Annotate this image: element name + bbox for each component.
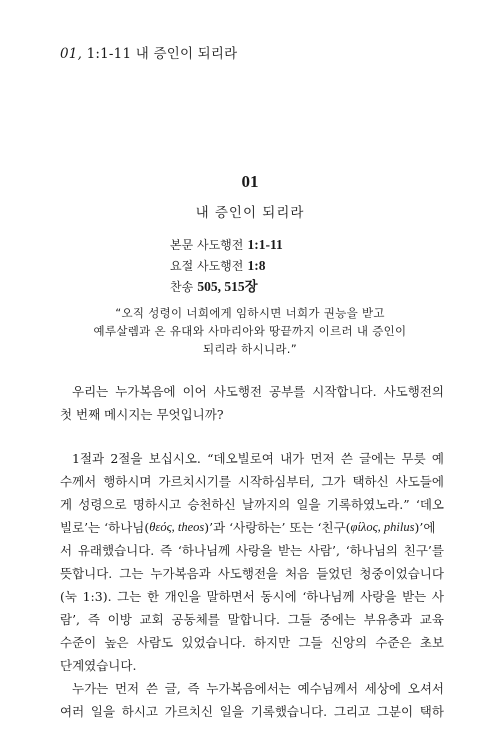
chapter-title: 내 증인이 되리라 bbox=[195, 205, 305, 221]
paragraph-3-line: 여러 일을 하시고 가르치신 일을 기록했습니다. 그리고 그분이 택하 bbox=[60, 704, 444, 719]
key-verse-label: 요절 사도행전 bbox=[170, 259, 244, 273]
paragraph-2-line: 게 성령으로 명하시고 승천하신 날까지의 일을 기록하였노라.” ‘데오 bbox=[60, 497, 444, 512]
chapter-meta bbox=[170, 235, 283, 298]
paragraph-2-line: 수준이 높은 사람도 있었습니다. 하지만 그들 신앙의 수준은 초보 bbox=[60, 635, 444, 650]
hymn-value: 505, 515장 bbox=[197, 279, 258, 294]
greek-line-text: )’과 ‘사랑하는’ 또는 ‘친구( bbox=[204, 520, 351, 535]
quote-line: 예루살렘과 온 유대와 사마리아와 땅끝까지 이르러 내 증인이 bbox=[93, 324, 407, 338]
passage-row bbox=[170, 235, 283, 256]
greek-line-text: )’에 bbox=[414, 520, 436, 535]
paragraph-2-line-greek bbox=[60, 516, 444, 539]
quote-line: “오직 성령이 너희에게 임하시면 너희가 권능을 받고 bbox=[115, 306, 385, 320]
header-chapter-number: 01, bbox=[60, 46, 83, 62]
passage-value: 1:1-11 bbox=[247, 237, 283, 252]
running-header bbox=[60, 42, 237, 62]
paragraph-3-line: 누가는 먼저 쓴 글, 즉 누가복음에서는 예수님께서 세상에 오셔서 bbox=[72, 681, 444, 696]
paragraph-2-line: 서 유래했습니다. 즉 ‘하나님께 사랑을 받는 사람’, ‘하나님의 친구’를 bbox=[60, 543, 444, 558]
quote-line: 되리라 하시니라.” bbox=[202, 342, 298, 356]
key-verse-value: 1:8 bbox=[247, 258, 266, 273]
passage-label: 본문 사도행전 bbox=[170, 238, 244, 252]
key-verse-row bbox=[170, 256, 283, 277]
paragraph-2-line: (눅 1:3). 그는 한 개인을 말하면서 동시에 ‘하나님께 사랑을 받는 사 bbox=[60, 589, 444, 604]
key-verse-quote bbox=[80, 304, 420, 358]
body-text bbox=[60, 380, 444, 723]
hymn-label: 찬송 bbox=[170, 280, 194, 294]
paragraph-1-line: 우리는 누가복음에 이어 사도행전 공부를 시작합니다. 사도행전의 bbox=[72, 384, 444, 399]
paragraph-1-line: 첫 번째 메시지는 무엇입니까? bbox=[60, 407, 224, 422]
paragraph-2-line: 수께서 행하시며 가르치시기를 시작하심부터, 그가 택하신 사도들에 bbox=[60, 474, 444, 489]
greek-word-philus: φίλος, philus bbox=[350, 520, 415, 534]
greek-word-theos: θεός, theos bbox=[149, 520, 205, 534]
paragraph-2-line: 람’, 즉 이방 교회 공동체를 말합니다. 그들 중에는 부유층과 교육 bbox=[60, 612, 444, 627]
hymn-row bbox=[170, 277, 283, 298]
header-chapter-title: 1:1-11 내 증인이 되리라 bbox=[86, 46, 238, 62]
paragraph-2-line: 1절과 2절을 보십시오. “데오빌로여 내가 먼저 쓴 글에는 무릇 예 bbox=[72, 451, 444, 466]
chapter-number: 01 bbox=[241, 172, 259, 191]
greek-line-text: 빌로’는 ‘하나님( bbox=[60, 520, 150, 535]
paragraph-2-line: 뜻합니다. 그는 누가복음과 사도행전을 처음 들었던 청중이었습니다 bbox=[60, 566, 444, 581]
paragraph-2-line: 단계였습니다. bbox=[60, 658, 137, 673]
